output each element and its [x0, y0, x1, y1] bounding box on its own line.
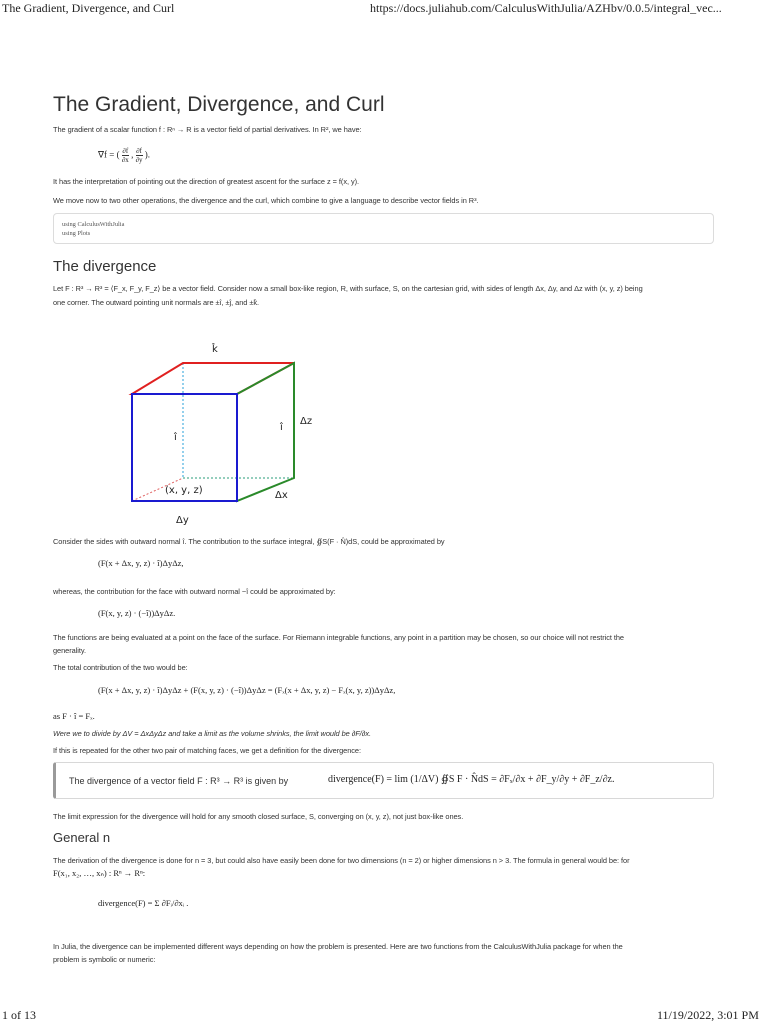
- formula-positive-face: (F(x + Δx, y, z) · î)ΔyΔz,: [98, 558, 184, 568]
- paragraph-divide: Were we to divide by ΔV = ΔxΔyΔz and take a limit as the volume shrinks, the limit would be ∂F/∂x.: [53, 729, 372, 738]
- code-line-2: using Plots: [62, 230, 91, 237]
- divergence-definition-callout: [53, 762, 714, 799]
- label-corner-xyz: (x, y, z): [165, 485, 203, 496]
- print-url[interactable]: https://docs.juliahub.com/CalculusWithJulia/AZHbv/0.0.5/integral_vec...: [370, 1, 722, 15]
- paragraph-julia-line1: In Julia, the divergence can be implemented different ways depending on how the problem is presented. Here are two functions from the CalculusWithJulia package for when the: [53, 942, 623, 951]
- paragraph-whereas: whereas, the contribution for the face with outward normal −î could be approximated by:: [53, 587, 336, 596]
- callout-formula: divergence(F) = lim (1/ΔV) ∯S F · N̂dS = ∂Fₓ/∂x + ∂F_y/∂y + ∂F_z/∂z.: [328, 774, 615, 785]
- formula-general-divergence: divergence(F) = Σ ∂Fᵢ/∂xᵢ .: [98, 898, 189, 908]
- label-i-hat-front: î: [174, 432, 177, 443]
- print-page-title: The Gradient, Divergence, and Curl: [2, 1, 175, 15]
- right-face: [237, 363, 294, 501]
- print-page-counter: 1 of 13: [2, 1008, 36, 1022]
- page-title: The Gradient, Divergence, and Curl: [53, 93, 385, 116]
- label-k-hat: k̂: [212, 344, 218, 355]
- label-delta-x: Δx: [275, 490, 288, 501]
- gradient-formula: ∇f = ( $\frac{\partial f}{\partial x}$ , $\frac{\partial f}{\partial y}$ ).: [98, 147, 151, 164]
- paragraph-as: as F · î = Fₓ.: [53, 711, 95, 721]
- intro-paragraph-3: We move now to two other operations, the divergence and the curl, which combine to give a language to describe vector fields in R³.: [53, 196, 479, 205]
- formula-negative-face: (F(x, y, z) · (−î))ΔyΔz.: [98, 608, 176, 618]
- intro-paragraph-1: The gradient of a scalar function f : Rⁿ → R is a vector field of partial derivatives. In R², we have:: [53, 125, 362, 134]
- divergence-paragraph-line1: Let F : R³ → R³ = ⟨F_x, F_y, F_z⟩ be a vector field. Consider now a small box-like region, R, with surface, S, on the cartesian grid, with sides of length Δx, Δy, and Δz with (x, y, z) being: [53, 284, 643, 293]
- paragraph-functions-line2: generality.: [53, 646, 86, 655]
- formula-total: (F(x + Δx, y, z) · î)ΔyΔz + (F(x, y, z) · (−î))ΔyΔz = (Fₓ(x + Δx, y, z) − Fₓ(x, y, z))ΔyΔz,: [98, 685, 396, 695]
- label-i-hat-side: î: [280, 422, 283, 433]
- paragraph-general-line1: The derivation of the divergence is done for n = 3, but could also have easily been done for two dimensions (n = 2) or higher dimensions n > 3. The formula in general would be: for: [53, 856, 630, 865]
- intro-paragraph-2: It has the interpretation of pointing out the direction of greatest ascent for the surface z = f(x, y).: [53, 177, 360, 186]
- label-delta-y: Δy: [176, 515, 189, 526]
- box-region-figure: [120, 335, 340, 530]
- paragraph-consider: Consider the sides with outward normal î. The contribution to the surface integral, ∯S(F · N̂)dS, could be approximated by: [53, 537, 445, 546]
- paragraph-limit: The limit expression for the divergence will hold for any smooth closed surface, S, converging on (x, y, z), not just box-like ones.: [53, 812, 464, 821]
- code-line-1: using CalculusWithJulia: [62, 221, 125, 228]
- section-heading-general-n: General n: [53, 830, 111, 845]
- paragraph-repeated: If this is repeated for the other two pair of matching faces, we get a definition for the divergence:: [53, 746, 361, 755]
- code-block[interactable]: [53, 213, 714, 244]
- paragraph-total: The total contribution of the two would be:: [53, 663, 188, 672]
- top-face: [132, 363, 294, 394]
- section-heading-divergence: The divergence: [53, 258, 157, 275]
- callout-text: The divergence of a vector field F : R³ → R³ is given by: [69, 776, 289, 786]
- paragraph-functions-line1: The functions are being evaluated at a point on the face of the surface. For Riemann integrable functions, any point in a partition may be chosen, so our choice will not restrict the: [53, 633, 624, 642]
- paragraph-general-line2: F(x₁, x₂, …, xₙ) : Rⁿ → Rⁿ:: [53, 868, 146, 878]
- divergence-paragraph-line2: one corner. The outward pointing unit normals are ±î, ±ĵ, and ±k̂.: [53, 298, 259, 307]
- label-delta-z: Δz: [300, 416, 313, 427]
- print-timestamp: 11/19/2022, 3:01 PM: [657, 1008, 759, 1022]
- paragraph-julia-line2: problem is symbolic or numeric:: [53, 955, 156, 964]
